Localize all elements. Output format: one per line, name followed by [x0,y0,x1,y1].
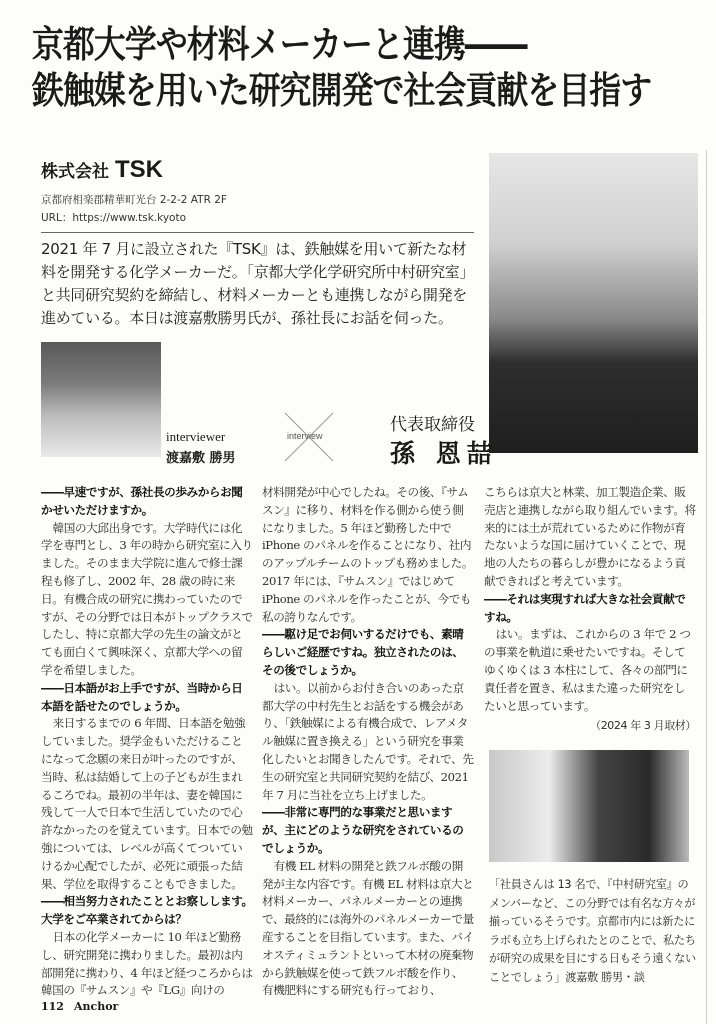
answer: はい。まずは、これからの 3 年で 2 つの事業を軌道に乗せたいですね。そしてゆくゆくは 3 本柱にして、各々の部門に責任者を置き、私はまた違った研究をしたいと思っています。 [484,627,691,713]
page-edge [706,150,707,1024]
interviewer-label: interviewer [166,429,226,444]
answer: 日本の化学メーカーに 10 年ほど勤務し、研究開発に携わりました。最初は内部開発に携わり、4 年ほど経つころからは韓国の『サムスン』や『LG』向けの [41,929,253,998]
answer: 来日するまでの 6 年間、日本語を勉強していました。奨学金もいただけることになって念願の来日が叶ったのですが、当時、私は結婚して上の子どもが生まれるころでね。最初の半年は、妻を韓国に残して一人で日本で生活していたので心許なかったのを覚えています。日本での勉強については、レベルが高くてついていけるか心配でしたが、必死に頑張った結果、学位を取得することもできました。 [41,716,253,891]
headline-line-2: 鉄触媒を用いた研究開発で社会貢献を目指す [32,69,652,112]
question: ――日本語がお上手ですが、当時から日本語を話せたのでしょうか。 [41,680,243,713]
company-address: 京都府相楽郡精華町光台 2-2-2 ATR 2F [41,194,227,206]
article-column-1 [41,484,253,1000]
answer: こちらは京大と林業、加工製造企業、販売店と連携しながら取り組んでいます。将来的には土が荒れているために作物が育たないような国に届けていくことで、現地の人たちの暮らしが豊かになるよう貢献できればと考えています。 [484,485,696,588]
headline-line-1: 京都大学や材料メーカーと連携―― [32,23,527,66]
interviewee-role: 代表取締役 [390,415,475,435]
interviewee-name: 孫 恩喆 [390,439,498,468]
company-prefix: 株式会社 [41,162,109,182]
company-brand: TSK [115,156,163,183]
article-column-2 [262,484,474,1000]
photo-caption: 「社員さんは 13 名で、『中村研究室』のメンバーなど、この分野では有名な方々が揃っているそうです。京都市内には新たにラボも立ち上げられたとのことで、私たちが研究の成果を目にする日もそう遠くないことでしょう」渡嘉敷 勝男・談 [489,878,696,984]
article-column-3 [484,484,696,735]
answer: 有機 EL 材料の開発と鉄フルボ酸の開発が主な内容です。有機 EL 材料は京大と材料メーカー、パネルメーカーとの連携で、最終的には海外のパネルメーカーで量産することを目指しています。また、バイオスティミュラントといって木材の廃棄物から鉄触媒を使って鉄フルボ酸を作り、有機肥料にする研究も行っており、 [262,858,474,998]
divider [41,232,474,233]
question: ――非常に専門的な事業だと思いますが、主にどのような研究をされているのでしょうか。 [262,805,464,855]
question: ――それは実現すれば大きな社会貢献ですね。 [484,591,686,624]
company-url[interactable]: URL：https://www.tsk.kyoto [41,212,186,224]
lead-paragraph: 2021 年 7 月に設立された『TSK』は、鉄触媒を用いて新たな材料を開発する化学メーカーだ。「京都大学化学研究所中村研究室」と共同研究契約を締結し、材料メーカーとも連携しながら開発を進めている。本日は渡嘉敷勝男氏が、孫社長にお話を伺った。 [41,240,475,327]
magazine-name: Anchor [73,1000,119,1013]
question: ――相当努力されたこととお察しします。大学をご卒業されてからは？ [41,894,253,927]
company-name [41,156,163,184]
headline [32,22,692,114]
question: ――駆け足でお伺いするだけでも、素晴らしいご経歴ですね。独立されたのは、その後でしょうか。 [262,627,464,677]
answer: 材料開発が中心でしたね。その後、『サムスン』に移り、材料を作る側から使う側になりました。5 年ほど勤務した中で iPhone のパネルを作ることになり、社内のアップルチームのトップも務めました。2017 年には、『サムスン』ではじめて iPhone のパネルを作ったことが、今でも私の誇りなんです。 [262,485,474,624]
answer: 韓国の大邱出身です。大学時代には化学を専門とし、3 年の時から研究室に入りました。そのまま大学院に進んで修士課程も修了し、2002 年、28 歳の時に来日。有機合成の研究に携わっていたのですが、その分野では日本がトップクラスでしたし、特に京都大学の先生の論文がとても面白くて興味深く、京都大学への留学を希望しました。 [41,520,253,677]
interviewer-name: 渡嘉敷 勝男 [166,451,236,466]
interview-date-credit: （2024 年 3 月取材） [590,719,696,733]
question: ――早速ですが、孫社長の歩みからお聞かせいただけますか。 [41,485,243,517]
handshake-photo [489,750,689,862]
answer: はい。以前からお付き合いのあった京都大学の中村先生とお話をする機会があり、「鉄触媒による有機合成で、レアメタル触媒に置き換える」という研究を事業化したいとお聞きしたんです。それで、先生の研究室と共同研究契約を結び、2021 年 7 月に当社を立ち上げました。 [262,680,474,802]
page-number: 112 [41,1000,64,1013]
interviewer-photo [41,342,161,457]
interview-mark: interview [287,431,323,441]
portrait-photo [489,153,698,453]
page-footer [41,1000,128,1013]
